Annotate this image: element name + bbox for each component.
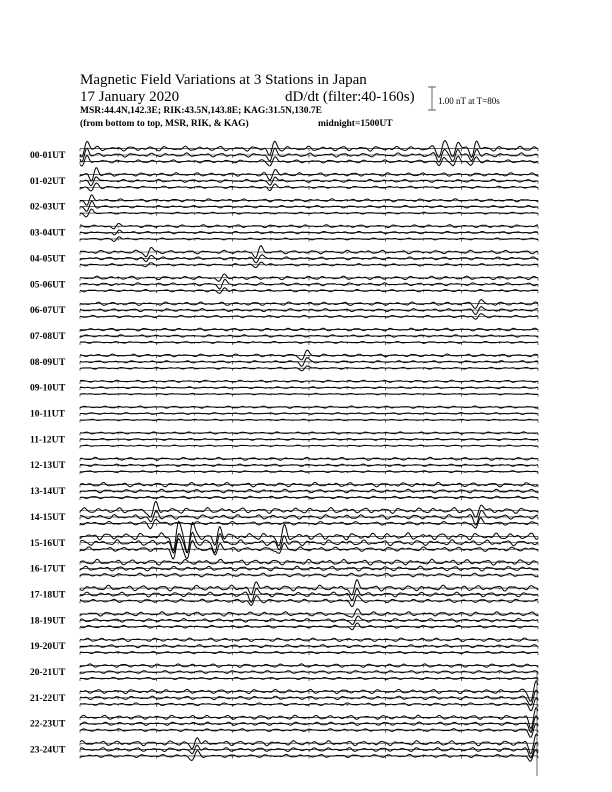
hour-label: 19-20UT: [30, 642, 66, 653]
station-order-note: (from bottom to top, MSR, RIK, & KAG): [80, 119, 249, 129]
hour-label: 14-15UT: [30, 512, 66, 523]
hour-row: [80, 708, 538, 738]
trace-kag: [80, 246, 538, 258]
hour-label: 04-05UT: [30, 254, 66, 265]
hour-label: 09-10UT: [30, 383, 66, 394]
hour-row: [80, 609, 538, 630]
hour-label: 15-16UT: [30, 538, 66, 549]
hour-row: [80, 482, 538, 500]
hour-label: 10-11UT: [30, 409, 65, 420]
chart-title: Magnetic Field Variations at 3 Stations in Japan: [80, 72, 367, 88]
hour-row: [80, 501, 538, 528]
hour-label: 06-07UT: [30, 306, 66, 317]
trace-kag: [80, 580, 538, 595]
hour-label: 22-23UT: [30, 719, 66, 730]
hour-row: [80, 141, 538, 166]
trace-msr: [80, 209, 538, 217]
hour-row: [80, 559, 538, 577]
hour-row: [80, 734, 538, 761]
scale-bar: [428, 87, 500, 110]
hour-row: [80, 274, 538, 294]
trace-rik: [80, 387, 538, 389]
hour-row: [80, 246, 538, 268]
hour-row: [80, 664, 538, 681]
hour-label: 16-17UT: [30, 564, 66, 575]
hour-label: 02-03UT: [30, 202, 66, 213]
hour-label: 11-12UT: [30, 435, 65, 446]
hour-label: 17-18UT: [30, 590, 66, 601]
chart-quantity: dD/dt (filter:40-160s): [285, 89, 415, 105]
hour-row: [80, 350, 538, 371]
hour-label: 03-04UT: [30, 228, 66, 239]
trace-msr: [80, 471, 538, 473]
hour-row: [80, 300, 538, 320]
hour-label: 01-02UT: [30, 176, 66, 187]
hour-label: 00-01UT: [30, 151, 66, 161]
station-coordinates: MSR:44.4N,142.3E; RIK:43.5N,143.8E; KAG:31.5N,130.7E: [80, 106, 322, 116]
trace-msr: [80, 419, 538, 420]
hour-row: [80, 681, 538, 711]
hour-row: [80, 406, 538, 423]
midnight-note: midnight=1500UT: [318, 119, 393, 129]
trace-msr: [80, 393, 538, 394]
hour-row: [80, 432, 538, 448]
hour-label: 07-08UT: [30, 331, 66, 342]
hour-row: [80, 457, 538, 474]
hour-label: 21-22UT: [30, 693, 66, 704]
hour-row: [80, 168, 538, 191]
hour-row: [80, 380, 538, 396]
hour-label: 20-21UT: [30, 668, 66, 678]
scale-bar-label: 1.00 nT at T=80s: [438, 96, 500, 106]
hour-label: 23-24UT: [30, 745, 66, 756]
hour-row: [80, 223, 538, 241]
hour-label: 08-09UT: [30, 357, 66, 368]
hour-row: [80, 195, 538, 217]
trace-rik: [80, 413, 538, 415]
hour-label: 18-19UT: [30, 616, 66, 627]
hour-row: [80, 638, 538, 655]
hour-label: 13-14UT: [30, 487, 66, 498]
chart-date: 17 January 2020: [80, 89, 180, 105]
hour-label: 12-13UT: [30, 461, 66, 472]
trace-rik: [80, 439, 538, 441]
hour-label: 05-06UT: [30, 280, 66, 291]
hour-row: [80, 328, 538, 345]
trace-rows: [80, 141, 538, 776]
hour-labels: [30, 151, 66, 756]
hour-row: [80, 580, 538, 607]
